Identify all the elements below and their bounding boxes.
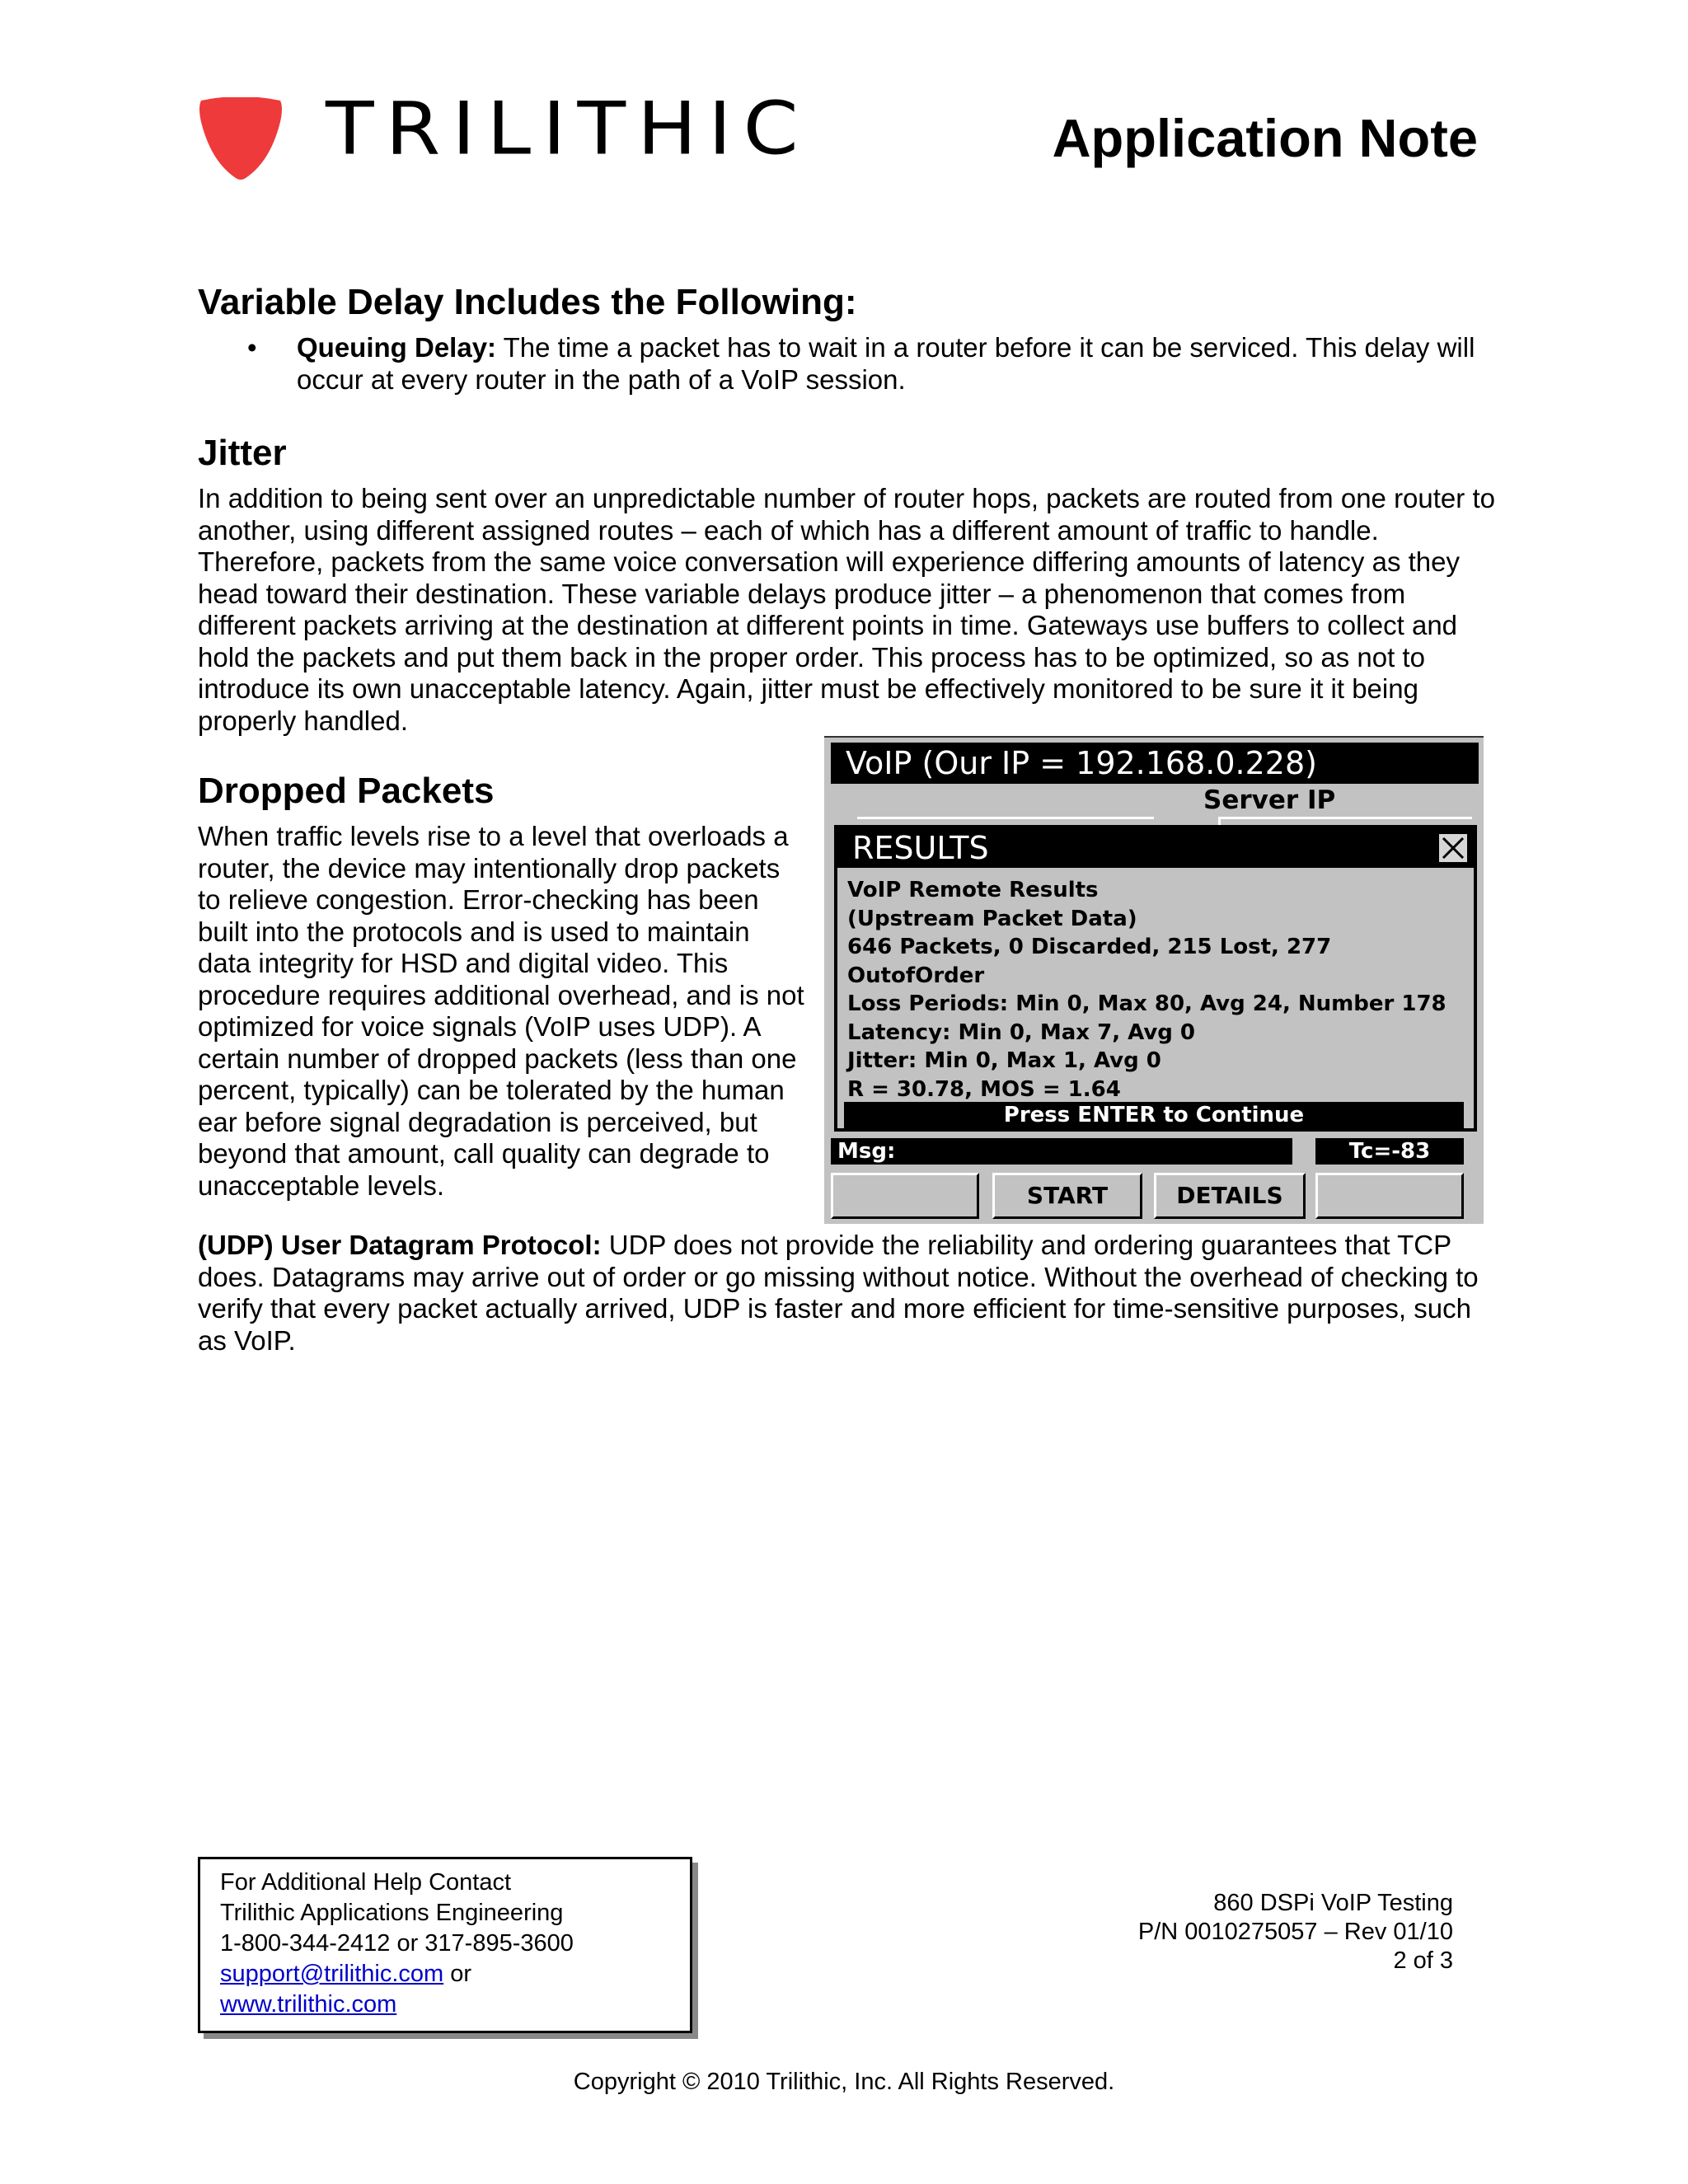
close-x-icon[interactable] bbox=[1437, 832, 1469, 864]
softkey-1[interactable] bbox=[831, 1173, 979, 1219]
udp-text: UDP does not provide the reliability and ordering guarantees that TCP does. Datagrams may arrive out of order or go missing without notice. Without the overhead of checking to verify that every packet actually arrived, UDP is faster and more efficient for time-sensitive purposes, such as VoIP. bbox=[198, 1230, 1479, 1356]
brand-name: TRILITHIC bbox=[326, 86, 810, 171]
dropped-packets-paragraph: When traffic levels rise to a level that overloads a router, the device may intentionally drop packets to relieve congestion. Error-checking has been built into the protocols and is used to maintain data integrity for HSD and digital video. This procedure requires additional overhead, and is not optimized for voice signals (VoIP uses UDP). A certain number of dropped packets (less than one percent, typically) can be tolerated by the human ear before signal degradation is perceived, but beyond that amount, call quality can degrade to unacceptable levels. bbox=[198, 821, 804, 1201]
details-softkey[interactable]: DETAILS bbox=[1154, 1173, 1306, 1219]
results-line: R = 30.78, MOS = 1.64 bbox=[847, 1076, 1121, 1102]
contact-line: Trilithic Applications Engineering bbox=[220, 1900, 564, 1926]
results-line: 646 Packets, 0 Discarded, 215 Lost, 277 OutofOrder bbox=[847, 935, 1332, 988]
press-enter-prompt: Press ENTER to Continue bbox=[844, 1102, 1464, 1128]
close-x-glyph bbox=[1439, 834, 1467, 862]
bullet-text: The time a packet has to wait in a router before it can be serviced. This delay will occur at every router in the path of a VoIP session. bbox=[297, 332, 1475, 395]
contact-box bbox=[198, 1857, 692, 2033]
device-title-bar: VoIP (Our IP = 192.168.0.228) bbox=[831, 743, 1479, 784]
device-screenshot bbox=[824, 736, 1484, 1224]
results-line: Latency: Min 0, Max 7, Avg 0 bbox=[847, 1019, 1196, 1045]
message-bar: Msg: bbox=[831, 1138, 1292, 1165]
section-heading-variable-delay: Variable Delay Includes the Following: bbox=[198, 282, 857, 322]
section-heading-jitter: Jitter bbox=[198, 433, 287, 473]
udp-label: (UDP) User Datagram Protocol: bbox=[198, 1230, 602, 1260]
part-number: P/N 0010275057 – Rev 01/10 bbox=[1137, 1919, 1453, 1945]
copyright: Copyright © 2010 Trilithic, Inc. All Rights Reserved. bbox=[573, 2069, 1115, 2095]
document-type-title: Application Note bbox=[1052, 108, 1478, 168]
contact-line: For Additional Help Contact bbox=[220, 1869, 512, 1896]
results-title-bar: RESULTS bbox=[837, 828, 1474, 868]
trilithic-logo-icon bbox=[198, 97, 284, 181]
section-heading-dropped-packets: Dropped Packets bbox=[198, 771, 495, 811]
udp-paragraph bbox=[198, 1230, 1500, 1357]
tc-readout: Tc=-83 bbox=[1315, 1138, 1464, 1165]
contact-phone: 1-800-344-2412 or 317-895-3600 bbox=[220, 1930, 574, 1957]
document-info bbox=[1138, 1889, 1453, 1975]
results-line: Jitter: Min 0, Max 1, Avg 0 bbox=[847, 1048, 1161, 1073]
support-email-link[interactable]: support@trilithic.com bbox=[220, 1961, 444, 1987]
results-lines bbox=[847, 876, 1474, 1104]
results-line: Loss Periods: Min 0, Max 80, Avg 24, Number 178 bbox=[847, 991, 1447, 1016]
product-name: 860 DSPi VoIP Testing bbox=[1213, 1890, 1453, 1916]
bullet-label: Queuing Delay: bbox=[297, 332, 497, 363]
contact-or: or bbox=[443, 1961, 472, 1987]
bullet-dot: • bbox=[247, 332, 257, 363]
results-line: VoIP Remote Results bbox=[847, 878, 1099, 902]
jitter-paragraph: In addition to being sent over an unpredictable number of router hops, packets are routed from one router to another, using different assigned routes – each of which has a different amount of traffic to handle. Therefore, packets from the same voice conversation will experience differing amounts of latency as they head toward their destination. These variable delays produce jitter – a phenomenon that comes from different packets arriving at the destination at different points in time. Gateways use buffers to collect and hold the packets and put them back in the proper order. This process has to be optimized, so as not to introduce its own unacceptable latency. Again, jitter must be effectively monitored to be sure it it being properly handled. bbox=[198, 483, 1495, 736]
results-line: (Upstream Packet Data) bbox=[847, 906, 1137, 931]
start-softkey[interactable]: START bbox=[992, 1173, 1142, 1219]
server-ip-label: Server IP bbox=[1203, 785, 1336, 815]
website-link[interactable]: www.trilithic.com bbox=[220, 1991, 397, 2018]
softkey-4[interactable] bbox=[1315, 1173, 1464, 1219]
results-dialog bbox=[834, 825, 1477, 1132]
page-number: 2 of 3 bbox=[1393, 1947, 1453, 1974]
bullet-queuing-delay bbox=[198, 332, 1492, 396]
